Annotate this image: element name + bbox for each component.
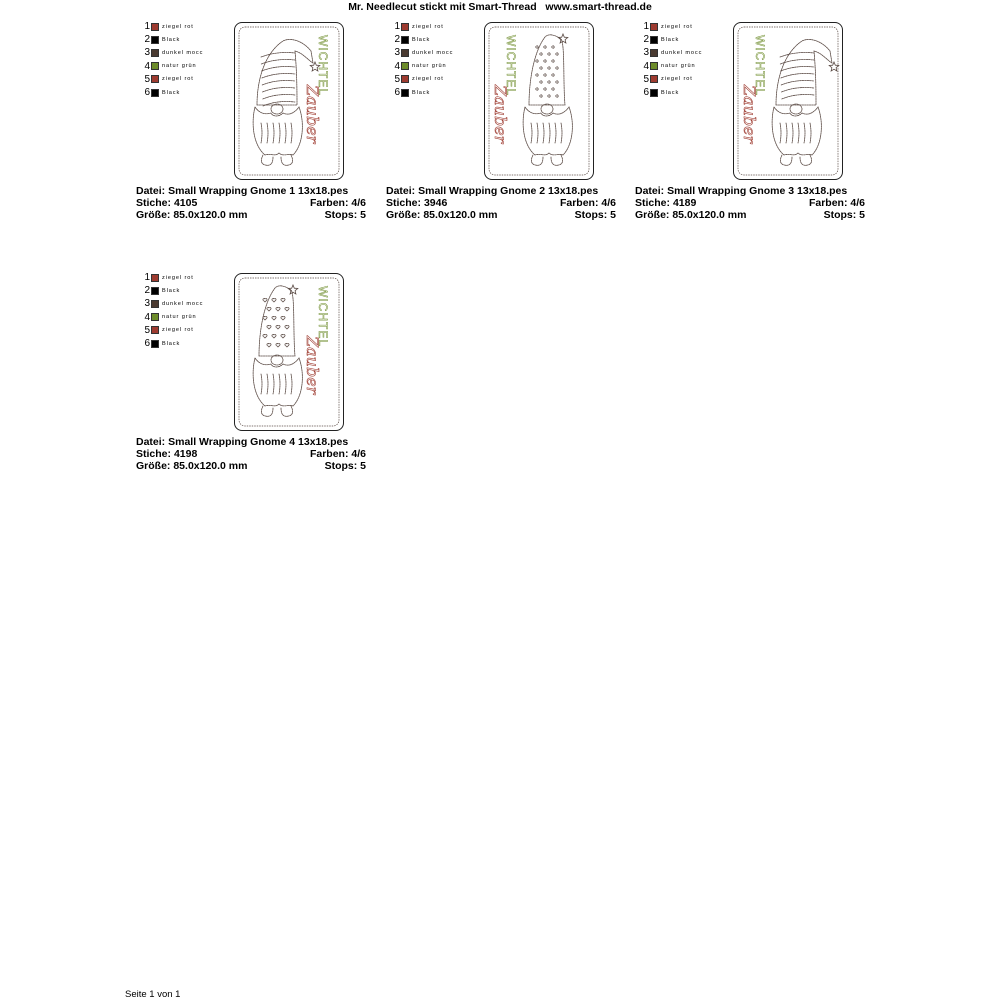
hat-heart <box>272 334 276 338</box>
design-word-zauber: Zauber <box>303 336 322 395</box>
hat-heart <box>263 316 267 320</box>
hat-dot <box>536 88 538 90</box>
stops-label: Stops: <box>574 209 608 222</box>
thread-name: dunkel mocc <box>412 49 454 56</box>
gnome-hat <box>529 35 565 105</box>
gnome-hat <box>776 39 832 105</box>
stops-value: 5 <box>859 209 865 222</box>
gnome-foot-right <box>551 155 563 165</box>
thread-number: 5 <box>144 324 150 336</box>
design-info <box>136 436 366 473</box>
hat-dot <box>540 67 542 69</box>
hat-heart <box>267 307 271 311</box>
hat-stripe <box>782 88 815 93</box>
hat-stripe <box>261 53 295 58</box>
thread-name: ziegel rot <box>162 76 194 83</box>
design-word-wichtel: WICHTEL <box>316 35 330 96</box>
beard-texture <box>267 123 268 143</box>
thread-number: 2 <box>643 34 649 46</box>
thread-name: ziegel rot <box>162 23 194 30</box>
thread-number: 1 <box>643 21 649 33</box>
hat-stripe <box>780 53 814 58</box>
thread-swatch <box>151 49 159 57</box>
thread-item <box>641 46 731 59</box>
beard-texture <box>810 123 811 143</box>
thread-item <box>641 20 731 33</box>
hat-heart <box>263 334 267 338</box>
thread-number: 2 <box>394 34 400 46</box>
hat-dot <box>536 60 538 62</box>
size-value: 85.0x120.0 mm <box>173 209 248 222</box>
beard-texture <box>780 123 781 143</box>
thread-swatch <box>401 49 409 57</box>
stops-value: 5 <box>360 209 366 222</box>
hat-heart <box>285 343 289 347</box>
file-name: Small Wrapping Gnome 1 13x18.pes <box>168 185 349 197</box>
colors-value: 4/6 <box>601 197 616 210</box>
hat-heart <box>276 325 280 329</box>
thread-item <box>142 297 232 310</box>
thread-color-list <box>142 271 232 350</box>
thread-item <box>142 311 232 324</box>
design-card <box>386 22 618 228</box>
design-word-zauber: Zauber <box>491 85 510 144</box>
hat-stripe <box>263 88 296 93</box>
thread-swatch <box>401 36 409 44</box>
hat-dot <box>552 46 554 48</box>
thread-item <box>392 73 482 86</box>
file-name: Small Wrapping Gnome 4 13x18.pes <box>168 436 349 448</box>
beard-texture <box>267 374 268 394</box>
hat-heart <box>276 343 280 347</box>
hat-dot <box>544 46 546 48</box>
beard-texture <box>291 123 292 143</box>
hat-heart <box>281 298 285 302</box>
star-icon <box>288 285 298 294</box>
thread-swatch <box>650 62 658 70</box>
hat-dot <box>556 81 558 83</box>
gnome-foot-left <box>261 406 273 416</box>
hat-heart <box>281 334 285 338</box>
thread-name: natur grün <box>661 63 696 70</box>
thread-item <box>392 20 482 33</box>
thread-number: 5 <box>144 73 150 85</box>
thread-swatch <box>650 75 658 83</box>
file-label: Datei: <box>136 436 166 448</box>
hat-stripe <box>262 81 295 86</box>
beard-texture <box>273 374 274 394</box>
thread-name: ziegel rot <box>661 23 693 30</box>
thread-swatch <box>401 75 409 83</box>
gnome-illustration <box>485 23 593 179</box>
beard-texture <box>555 123 556 143</box>
thread-item <box>392 86 482 99</box>
thread-number: 2 <box>144 34 150 46</box>
thread-swatch <box>151 89 159 97</box>
beard-texture <box>786 123 787 143</box>
thread-swatch <box>151 23 159 31</box>
thread-name: dunkel mocc <box>162 49 204 56</box>
colors-value: 4/6 <box>850 197 865 210</box>
thread-item <box>142 86 232 99</box>
colors-label: Farben: <box>559 197 599 210</box>
gnome-illustration <box>235 23 343 179</box>
hat-stripe <box>262 67 295 72</box>
thread-number: 3 <box>144 47 150 59</box>
design-info <box>635 185 865 222</box>
thread-item <box>142 60 232 73</box>
thread-name: dunkel mocc <box>162 300 204 307</box>
hat-stripe <box>781 74 814 79</box>
hat-stripe <box>781 81 814 86</box>
thread-swatch <box>401 23 409 31</box>
thread-color-list <box>142 20 232 99</box>
stitches-label: Stiche: <box>635 197 671 210</box>
thread-item <box>142 284 232 297</box>
file-label: Datei: <box>386 185 416 197</box>
size-label: Größe: <box>635 209 670 222</box>
gnome-nose <box>271 355 283 365</box>
thread-name: natur grün <box>162 63 197 70</box>
beard-texture <box>531 123 532 143</box>
thread-name: Black <box>661 89 680 96</box>
beard-texture <box>561 123 562 143</box>
thread-number: 2 <box>144 285 150 297</box>
hat-dot <box>540 53 542 55</box>
stitches-value: 4105 <box>173 197 198 210</box>
size-label: Größe: <box>386 209 421 222</box>
stitches-label: Stiche: <box>136 448 172 461</box>
thread-swatch <box>650 89 658 97</box>
hat-dot <box>556 95 558 97</box>
thread-name: natur grün <box>412 63 447 70</box>
thread-swatch <box>650 49 658 57</box>
hat-dot <box>536 74 538 76</box>
hat-heart <box>272 298 276 302</box>
thread-name: ziegel rot <box>661 76 693 83</box>
thread-color-list <box>392 20 482 99</box>
thread-swatch <box>401 62 409 70</box>
gnome-nose <box>541 104 553 114</box>
hat-heart <box>285 325 289 329</box>
design-word-wichtel: WICHTEL <box>316 286 330 347</box>
beard-texture <box>804 123 805 143</box>
hat-dot <box>548 53 550 55</box>
beard-texture <box>537 123 538 143</box>
thread-name: Black <box>412 36 431 43</box>
stitches-value: 3946 <box>423 197 448 210</box>
hat-dot <box>552 88 554 90</box>
hat-dot <box>556 53 558 55</box>
thread-name: ziegel rot <box>412 23 444 30</box>
gnome-foot-left <box>261 155 273 165</box>
hat-dot <box>544 60 546 62</box>
thread-item <box>641 73 731 86</box>
thread-name: ziegel rot <box>162 274 194 281</box>
hat-dot <box>540 81 542 83</box>
thread-item <box>641 60 731 73</box>
star-icon <box>558 34 568 43</box>
hat-dot <box>556 67 558 69</box>
gnome-foot-right <box>281 406 293 416</box>
thread-item <box>142 46 232 59</box>
beard-texture <box>261 123 262 143</box>
design-word-wichtel: WICHTEL <box>504 35 518 96</box>
thread-item <box>142 337 232 350</box>
hat-dot <box>552 60 554 62</box>
design-word-zauber: Zauber <box>740 85 759 144</box>
size-value: 85.0x120.0 mm <box>672 209 747 222</box>
thread-swatch <box>151 287 159 295</box>
thread-swatch <box>151 300 159 308</box>
colors-label: Farben: <box>309 197 349 210</box>
file-name: Small Wrapping Gnome 2 13x18.pes <box>418 185 599 197</box>
thread-swatch <box>151 274 159 282</box>
thread-item <box>641 86 731 99</box>
thread-number: 4 <box>144 60 150 72</box>
gnome-foot-right <box>800 155 812 165</box>
beard-texture <box>285 374 286 394</box>
beard-texture <box>279 123 280 143</box>
thread-number: 3 <box>643 47 649 59</box>
thread-name: ziegel rot <box>412 76 444 83</box>
thread-number: 6 <box>643 87 649 99</box>
hat-dot <box>540 95 542 97</box>
colors-label: Farben: <box>309 448 349 461</box>
thread-name: dunkel mocc <box>661 49 703 56</box>
thread-item <box>392 46 482 59</box>
design-card <box>136 273 368 479</box>
hat-heart <box>272 316 276 320</box>
gnome-illustration <box>235 274 343 430</box>
thread-item <box>142 20 232 33</box>
file-name: Small Wrapping Gnome 3 13x18.pes <box>667 185 848 197</box>
thread-name: Black <box>162 89 181 96</box>
thread-number: 5 <box>394 73 400 85</box>
gnome-foot-right <box>281 155 293 165</box>
thread-name: Black <box>412 89 431 96</box>
colors-value: 4/6 <box>351 197 366 210</box>
thread-name: Black <box>661 36 680 43</box>
colors-value: 4/6 <box>351 448 366 461</box>
beard-texture <box>279 374 280 394</box>
hat-stripe <box>781 67 814 72</box>
size-label: Größe: <box>136 460 171 473</box>
thread-name: natur grün <box>162 314 197 321</box>
beard-texture <box>549 123 550 143</box>
thread-number: 3 <box>144 298 150 310</box>
hat-heart <box>281 316 285 320</box>
gnome-foot-left <box>780 155 792 165</box>
design-card <box>635 22 867 228</box>
file-label: Datei: <box>635 185 665 197</box>
thread-number: 6 <box>144 338 150 350</box>
thread-swatch <box>151 75 159 83</box>
design-info <box>386 185 616 222</box>
design-card <box>136 22 368 228</box>
beard-texture <box>291 374 292 394</box>
gnome-foot-left <box>531 155 543 165</box>
thread-number: 6 <box>394 87 400 99</box>
thread-swatch <box>650 36 658 44</box>
thread-swatch <box>151 62 159 70</box>
thread-item <box>392 33 482 46</box>
size-value: 85.0x120.0 mm <box>173 460 248 473</box>
beard-texture <box>261 374 262 394</box>
hat-dot <box>548 67 550 69</box>
embroidery-preview <box>234 273 344 431</box>
colors-label: Farben: <box>808 197 848 210</box>
thread-number: 5 <box>643 73 649 85</box>
thread-swatch <box>401 89 409 97</box>
thread-color-list <box>641 20 731 99</box>
size-value: 85.0x120.0 mm <box>423 209 498 222</box>
thread-swatch <box>151 313 159 321</box>
stops-value: 5 <box>610 209 616 222</box>
hat-heart <box>285 307 289 311</box>
thread-swatch <box>650 23 658 31</box>
beard-texture <box>798 123 799 143</box>
embroidery-preview <box>733 22 843 180</box>
thread-number: 1 <box>144 272 150 284</box>
stops-label: Stops: <box>324 460 358 473</box>
hat-dot <box>536 46 538 48</box>
gnome-illustration <box>734 23 842 179</box>
gnome-nose <box>790 104 802 114</box>
hat-heart <box>267 325 271 329</box>
hat-dot <box>544 88 546 90</box>
thread-number: 4 <box>643 60 649 72</box>
thread-number: 1 <box>394 21 400 33</box>
thread-name: ziegel rot <box>162 327 194 334</box>
stitches-label: Stiche: <box>386 197 422 210</box>
hat-dot <box>548 95 550 97</box>
hat-stripe <box>262 74 295 79</box>
size-label: Größe: <box>136 209 171 222</box>
thread-name: Black <box>162 340 181 347</box>
thread-name: Black <box>162 287 181 294</box>
beard-texture <box>285 123 286 143</box>
embroidery-preview <box>234 22 344 180</box>
beard-texture <box>273 123 274 143</box>
thread-item <box>142 73 232 86</box>
thread-item <box>142 271 232 284</box>
stops-value: 5 <box>360 460 366 473</box>
hat-dot <box>552 74 554 76</box>
thread-item <box>142 33 232 46</box>
thread-item <box>392 60 482 73</box>
hat-stripe <box>782 95 814 100</box>
gnome-hat <box>259 286 295 356</box>
thread-swatch <box>151 326 159 334</box>
thread-name: Black <box>162 36 181 43</box>
beard-texture <box>543 123 544 143</box>
thread-number: 6 <box>144 87 150 99</box>
page-footer: Seite 1 von 1 <box>125 989 181 1000</box>
hat-heart <box>263 298 267 302</box>
gnome-nose <box>271 104 283 114</box>
hat-stripe <box>263 95 295 100</box>
stitches-value: 4189 <box>672 197 697 210</box>
hat-heart <box>276 307 280 311</box>
thread-swatch <box>151 340 159 348</box>
stitches-value: 4198 <box>173 448 198 461</box>
thread-number: 3 <box>394 47 400 59</box>
stops-label: Stops: <box>823 209 857 222</box>
thread-number: 4 <box>394 60 400 72</box>
star-icon <box>829 62 839 71</box>
stops-label: Stops: <box>324 209 358 222</box>
thread-number: 1 <box>144 21 150 33</box>
hat-dot <box>548 81 550 83</box>
hat-dot <box>544 74 546 76</box>
design-word-wichtel: WICHTEL <box>753 35 767 96</box>
thread-number: 4 <box>144 311 150 323</box>
thread-swatch <box>151 36 159 44</box>
stitches-label: Stiche: <box>136 197 172 210</box>
design-info <box>136 185 366 222</box>
hat-heart <box>267 343 271 347</box>
file-label: Datei: <box>136 185 166 197</box>
thread-item <box>641 33 731 46</box>
page-header: Mr. Needlecut stickt mit Smart-Thread www.smart-thread.de <box>348 1 652 13</box>
design-word-zauber: Zauber <box>303 85 322 144</box>
thread-item <box>142 324 232 337</box>
beard-texture <box>792 123 793 143</box>
embroidery-preview <box>484 22 594 180</box>
